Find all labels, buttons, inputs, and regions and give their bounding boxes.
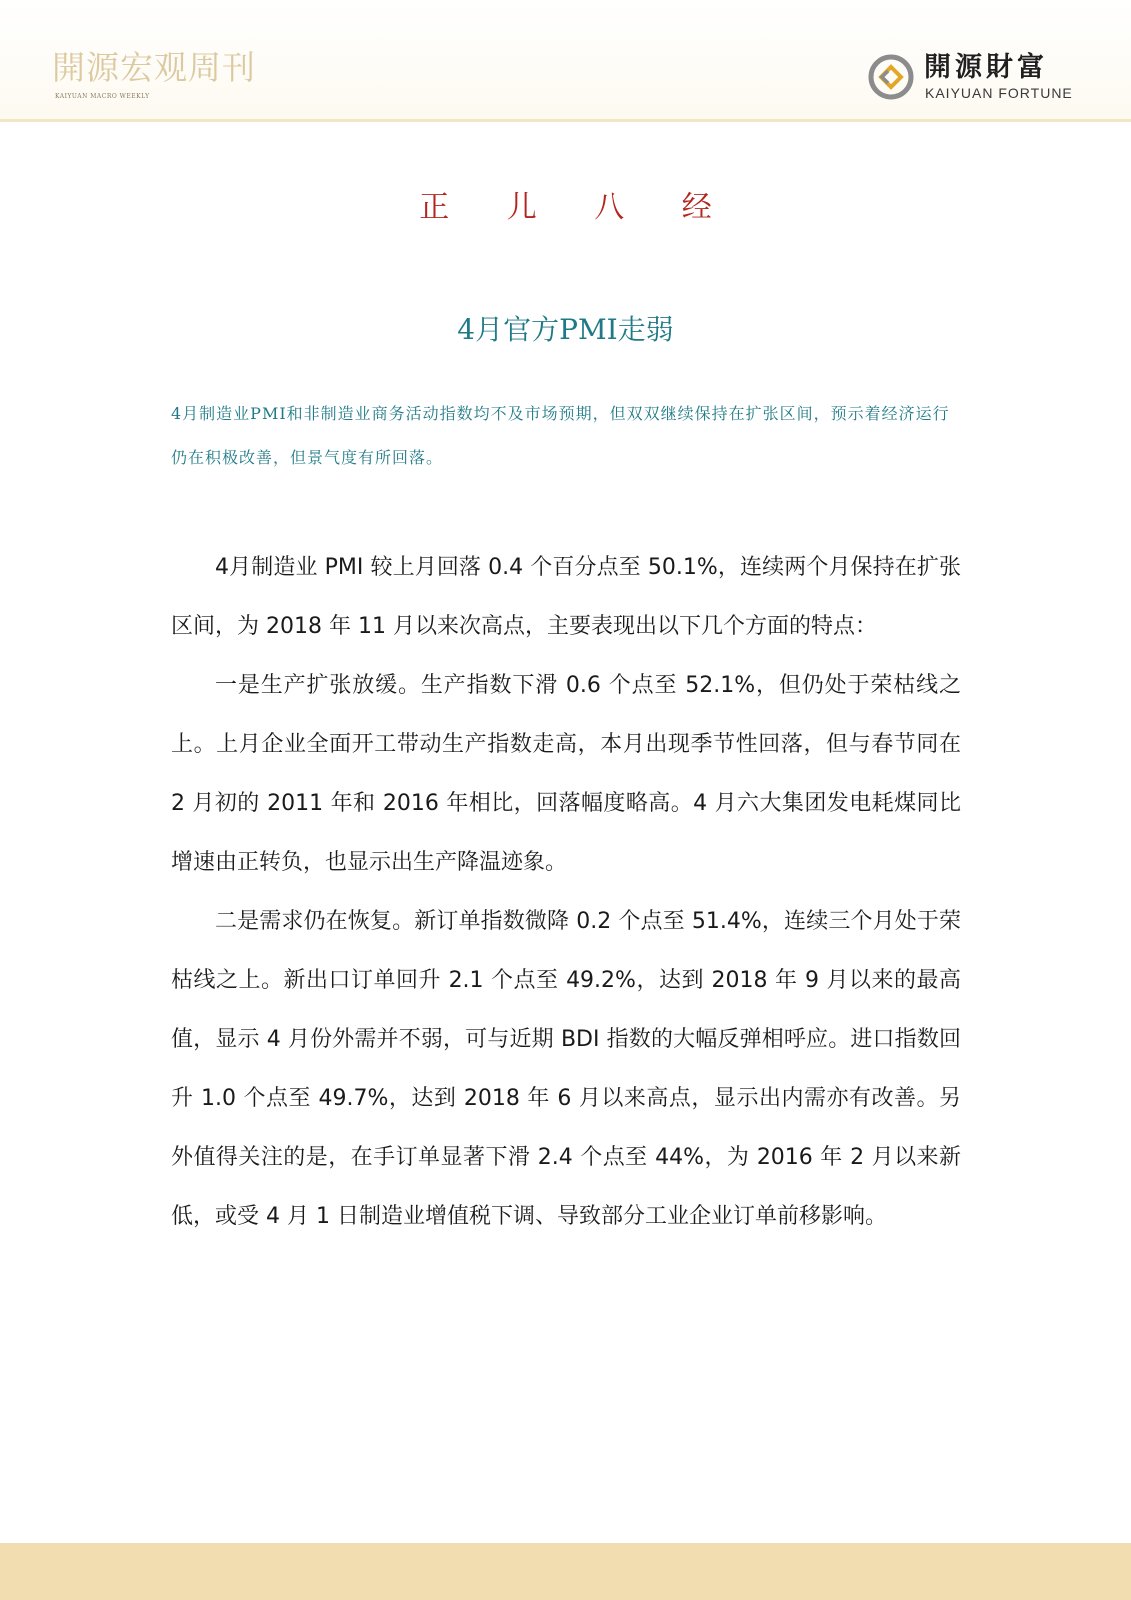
journal-title: 開源宏观周刊 bbox=[52, 48, 256, 87]
body-paragraph: 一是生产扩张放缓。生产指数下滑 0.6 个点至 52.1%，但仍处于荣枯线之上。上月企业全面开工带动生产指数走高，本月出现季节性回落，但与春节同在 2 月初的 2011 年和 2016 年相比，回落幅度略高。4 月六大集团发电耗煤同比增速由正转负，也显示出生产降温迹象。 bbox=[171, 673, 961, 875]
section-title: 正 儿 八 经 bbox=[419, 190, 736, 225]
kaiyuan-fortune-logo-icon bbox=[868, 54, 914, 100]
article-title: 4月官方PMI走弱 bbox=[457, 313, 674, 346]
footer-band bbox=[0, 1543, 1131, 1600]
logo-chinese-name: 開源財富 bbox=[924, 52, 1048, 83]
journal-subtitle: KAIYUAN MACRO WEEKLY bbox=[55, 93, 150, 100]
article-body bbox=[171, 538, 961, 1246]
article-summary: 4月制造业PMI和非制造业商务活动指数均不及市场预期，但双双继续保持在扩张区间，预示着经济运行仍在积极改善，但景气度有所回落。 bbox=[171, 404, 950, 467]
page-header bbox=[0, 0, 1131, 120]
logo-english-name: KAIYUAN FORTUNE bbox=[925, 85, 1073, 101]
header-divider bbox=[0, 119, 1131, 122]
body-paragraph: 4月制造业 PMI 较上月回落 0.4 个百分点至 50.1%，连续两个月保持在扩张区间，为 2018 年 11 月以来次高点，主要表现出以下几个方面的特点： bbox=[171, 555, 961, 639]
brand-logo bbox=[868, 52, 1082, 104]
body-paragraph: 二是需求仍在恢复。新订单指数微降 0.2 个点至 51.4%，连续三个月处于荣枯线之上。新出口订单回升 2.1 个点至 49.2%，达到 2018 年 9 月以来的最高值，显示 4 月份外需并不弱，可与近期 BDI 指数的大幅反弹相呼应。进口指数回升 1.0 个点至 49.7%，达到 2018 年 6 月以来高点，显示出内需亦有改善。另外值得关注的是，在手订单显著下滑 2.4 个点至 44%，为 2016 年 2 月以来新低，或受 4 月 1 日制造业增值税下调、导致部分工业企业订单前移影响。 bbox=[171, 909, 961, 1229]
